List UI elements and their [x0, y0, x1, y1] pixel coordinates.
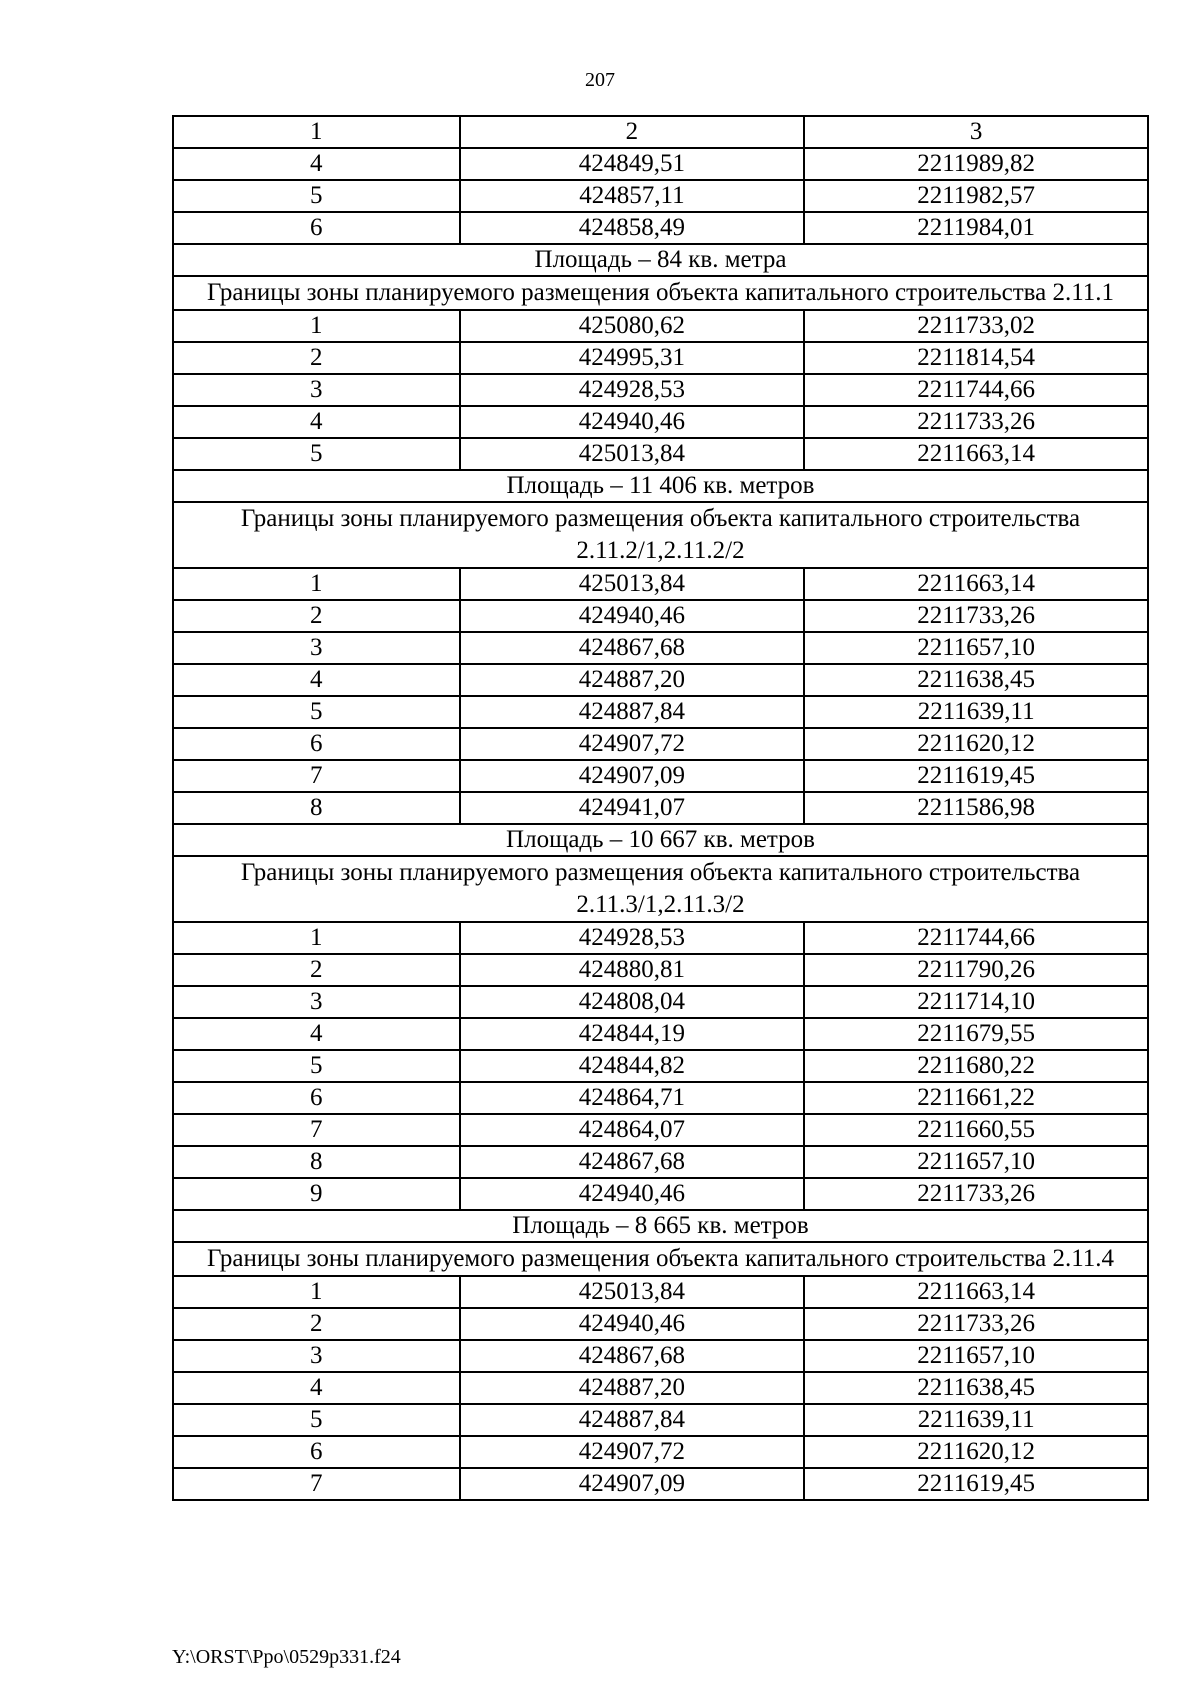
y-coordinate-cell: 2211619,45 [804, 1468, 1148, 1500]
y-coordinate-cell: 2211660,55 [804, 1114, 1148, 1146]
table-row [173, 568, 1148, 600]
area-row [173, 824, 1148, 856]
point-number-cell: 4 [173, 664, 460, 696]
table-row [173, 1372, 1148, 1404]
zone-heading-text: Границы зоны планируемого размещения объекта капитального строительства 2.11.1 [173, 276, 1148, 310]
y-coordinate-cell: 2211663,14 [804, 1276, 1148, 1308]
x-coordinate-cell: 425013,84 [460, 438, 805, 470]
point-number-cell: 2 [173, 342, 460, 374]
table-row [173, 180, 1148, 212]
zone-heading-text: Границы зоны планируемого размещения объекта капитального строительства 2.11.4 [173, 1242, 1148, 1276]
x-coordinate-cell: 424907,09 [460, 1468, 805, 1500]
area-row [173, 470, 1148, 502]
point-number-cell: 1 [173, 1276, 460, 1308]
y-coordinate-cell: 2211733,02 [804, 310, 1148, 342]
point-number-cell: 7 [173, 1114, 460, 1146]
table-row [173, 760, 1148, 792]
y-coordinate-cell: 2211657,10 [804, 1340, 1148, 1372]
table-row [173, 664, 1148, 696]
table-row [173, 986, 1148, 1018]
table-row [173, 696, 1148, 728]
table-row [173, 1404, 1148, 1436]
point-number-cell: 7 [173, 1468, 460, 1500]
footer-file-path: Y:\ORST\Ppo\0529p331.f24 [172, 1646, 401, 1668]
table-row [173, 728, 1148, 760]
y-coordinate-cell: 2211714,10 [804, 986, 1148, 1018]
table-row [173, 1178, 1148, 1210]
x-coordinate-cell: 424864,71 [460, 1082, 805, 1114]
x-coordinate-cell: 424844,82 [460, 1050, 805, 1082]
x-coordinate-cell: 424887,20 [460, 1372, 805, 1404]
header-x-coordinate: 2 [460, 116, 805, 148]
table-row [173, 1050, 1148, 1082]
area-row [173, 1210, 1148, 1242]
x-coordinate-cell: 424867,68 [460, 1146, 805, 1178]
table-row [173, 1340, 1148, 1372]
area-text: Площадь – 10 667 кв. метров [173, 824, 1148, 856]
table-row [173, 374, 1148, 406]
table-row [173, 1018, 1148, 1050]
zone-heading-row [173, 276, 1148, 310]
x-coordinate-cell: 424844,19 [460, 1018, 805, 1050]
point-number-cell: 3 [173, 374, 460, 406]
y-coordinate-cell: 2211620,12 [804, 1436, 1148, 1468]
point-number-cell: 8 [173, 1146, 460, 1178]
point-number-cell: 6 [173, 728, 460, 760]
y-coordinate-cell: 2211619,45 [804, 760, 1148, 792]
table-row [173, 1468, 1148, 1500]
table-row [173, 310, 1148, 342]
y-coordinate-cell: 2211638,45 [804, 664, 1148, 696]
table-row [173, 632, 1148, 664]
point-number-cell: 4 [173, 148, 460, 180]
table-row [173, 148, 1148, 180]
zone-heading-row [173, 856, 1148, 922]
x-coordinate-cell: 425013,84 [460, 1276, 805, 1308]
area-row [173, 244, 1148, 276]
zone-heading-text: Границы зоны планируемого размещения объекта капитального строительства 2.11.2/1,2.11.2/2 [173, 502, 1148, 568]
y-coordinate-cell: 2211663,14 [804, 568, 1148, 600]
y-coordinate-cell: 2211639,11 [804, 696, 1148, 728]
x-coordinate-cell: 424887,84 [460, 696, 805, 728]
coordinates-table-body [173, 116, 1148, 1500]
point-number-cell: 2 [173, 954, 460, 986]
table-row [173, 1436, 1148, 1468]
y-coordinate-cell: 2211733,26 [804, 1308, 1148, 1340]
point-number-cell: 9 [173, 1178, 460, 1210]
y-coordinate-cell: 2211814,54 [804, 342, 1148, 374]
point-number-cell: 1 [173, 568, 460, 600]
point-number-cell: 1 [173, 922, 460, 954]
header-point-number: 1 [173, 116, 460, 148]
point-number-cell: 4 [173, 406, 460, 438]
y-coordinate-cell: 2211586,98 [804, 792, 1148, 824]
point-number-cell: 6 [173, 1436, 460, 1468]
y-coordinate-cell: 2211984,01 [804, 212, 1148, 244]
x-coordinate-cell: 424849,51 [460, 148, 805, 180]
table-row [173, 1276, 1148, 1308]
y-coordinate-cell: 2211620,12 [804, 728, 1148, 760]
x-coordinate-cell: 424880,81 [460, 954, 805, 986]
x-coordinate-cell: 424857,11 [460, 180, 805, 212]
y-coordinate-cell: 2211744,66 [804, 922, 1148, 954]
point-number-cell: 3 [173, 986, 460, 1018]
x-coordinate-cell: 425013,84 [460, 568, 805, 600]
y-coordinate-cell: 2211639,11 [804, 1404, 1148, 1436]
table-row [173, 406, 1148, 438]
table-row [173, 212, 1148, 244]
x-coordinate-cell: 424907,72 [460, 728, 805, 760]
point-number-cell: 1 [173, 310, 460, 342]
table-header-row [173, 116, 1148, 148]
table-row [173, 792, 1148, 824]
area-text: Площадь – 84 кв. метра [173, 244, 1148, 276]
table-row [173, 438, 1148, 470]
zone-heading-row [173, 502, 1148, 568]
table-row [173, 954, 1148, 986]
x-coordinate-cell: 424867,68 [460, 632, 805, 664]
y-coordinate-cell: 2211989,82 [804, 148, 1148, 180]
x-coordinate-cell: 424808,04 [460, 986, 805, 1018]
x-coordinate-cell: 424907,72 [460, 1436, 805, 1468]
x-coordinate-cell: 424928,53 [460, 922, 805, 954]
page-number: 207 [585, 69, 615, 91]
y-coordinate-cell: 2211679,55 [804, 1018, 1148, 1050]
point-number-cell: 3 [173, 632, 460, 664]
point-number-cell: 8 [173, 792, 460, 824]
table-row [173, 1308, 1148, 1340]
y-coordinate-cell: 2211790,26 [804, 954, 1148, 986]
coordinates-table [172, 115, 1149, 1501]
x-coordinate-cell: 424864,07 [460, 1114, 805, 1146]
y-coordinate-cell: 2211733,26 [804, 1178, 1148, 1210]
point-number-cell: 4 [173, 1018, 460, 1050]
point-number-cell: 7 [173, 760, 460, 792]
area-text: Площадь – 11 406 кв. метров [173, 470, 1148, 502]
y-coordinate-cell: 2211638,45 [804, 1372, 1148, 1404]
table-row [173, 1146, 1148, 1178]
table-row [173, 1114, 1148, 1146]
area-text: Площадь – 8 665 кв. метров [173, 1210, 1148, 1242]
table-row [173, 600, 1148, 632]
point-number-cell: 5 [173, 438, 460, 470]
x-coordinate-cell: 424940,46 [460, 406, 805, 438]
point-number-cell: 5 [173, 696, 460, 728]
x-coordinate-cell: 425080,62 [460, 310, 805, 342]
x-coordinate-cell: 424940,46 [460, 600, 805, 632]
table-row [173, 342, 1148, 374]
x-coordinate-cell: 424928,53 [460, 374, 805, 406]
point-number-cell: 6 [173, 1082, 460, 1114]
y-coordinate-cell: 2211661,22 [804, 1082, 1148, 1114]
y-coordinate-cell: 2211663,14 [804, 438, 1148, 470]
point-number-cell: 6 [173, 212, 460, 244]
point-number-cell: 5 [173, 180, 460, 212]
x-coordinate-cell: 424907,09 [460, 760, 805, 792]
x-coordinate-cell: 424887,20 [460, 664, 805, 696]
point-number-cell: 5 [173, 1404, 460, 1436]
point-number-cell: 5 [173, 1050, 460, 1082]
zone-heading-text: Границы зоны планируемого размещения объекта капитального строительства 2.11.3/1,2.11.3/2 [173, 856, 1148, 922]
point-number-cell: 3 [173, 1340, 460, 1372]
table-row [173, 1082, 1148, 1114]
y-coordinate-cell: 2211733,26 [804, 600, 1148, 632]
point-number-cell: 2 [173, 600, 460, 632]
x-coordinate-cell: 424941,07 [460, 792, 805, 824]
point-number-cell: 2 [173, 1308, 460, 1340]
x-coordinate-cell: 424887,84 [460, 1404, 805, 1436]
y-coordinate-cell: 2211733,26 [804, 406, 1148, 438]
header-y-coordinate: 3 [804, 116, 1148, 148]
y-coordinate-cell: 2211744,66 [804, 374, 1148, 406]
y-coordinate-cell: 2211982,57 [804, 180, 1148, 212]
x-coordinate-cell: 424940,46 [460, 1308, 805, 1340]
x-coordinate-cell: 424995,31 [460, 342, 805, 374]
x-coordinate-cell: 424940,46 [460, 1178, 805, 1210]
x-coordinate-cell: 424867,68 [460, 1340, 805, 1372]
table-row [173, 922, 1148, 954]
y-coordinate-cell: 2211657,10 [804, 1146, 1148, 1178]
y-coordinate-cell: 2211657,10 [804, 632, 1148, 664]
zone-heading-row [173, 1242, 1148, 1276]
point-number-cell: 4 [173, 1372, 460, 1404]
x-coordinate-cell: 424858,49 [460, 212, 805, 244]
y-coordinate-cell: 2211680,22 [804, 1050, 1148, 1082]
